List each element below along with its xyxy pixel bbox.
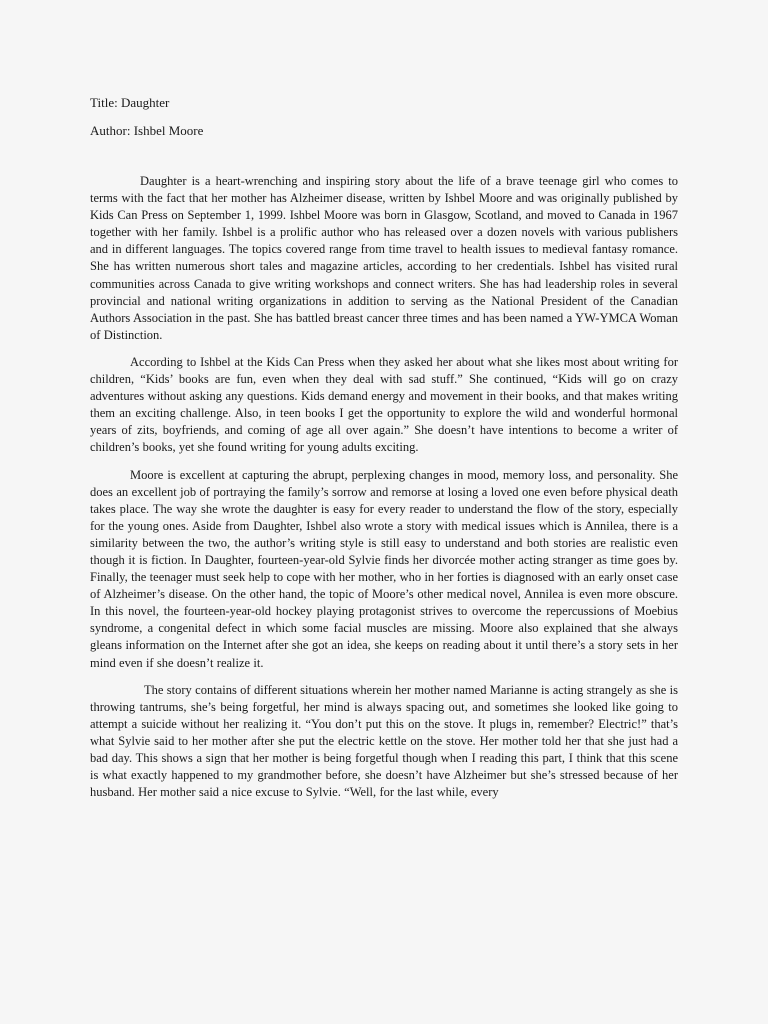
paragraph-author-quote: According to Ishbel at the Kids Can Press when they asked her about what she likes most about writing for children, “Kids’ books are fun, even when they deal with sad stuff.” She continued, “Kids will go on crazy adventures without asking any questions. Kids demand energy and movement in their books, and that makes writing them an exciting challenge. Also, in teen books I get the opportunity to explore the wild and wonderful hormonal years of zits, boyfriends, and coming of age all over again.” She doesn’t have intentions to become a writer of children’s books, yet she found writing for young adults exciting. [90,354,678,455]
paragraph-writing-style: Moore is excellent at capturing the abrupt, perplexing changes in mood, memory loss, and personality. She does an excellent job of portraying the family’s sorrow and remorse at losing a loved one even before physical death takes place. The way she wrote the daughter is easy for every reader to understand the flow of the story, especially for the young ones. Aside from Daughter, Ishbel also wrote a story with medical issues which is Annilea, there is a similarity between the two, the author’s writing style is still easy to understand and both stories are realistic even though it is fiction. In Daughter, fourteen-year-old Sylvie finds her divorcée mother acting stranger as time goes by. Finally, the teenager must seek help to cope with her mother, who in her forties is diagnosed with an early onset case of Alzheimer’s disease. On the other hand, the topic of Moore’s other medical novel, Annilea is even more obscure. In this novel, the fourteen-year-old hockey playing protagonist strives to overcome the repercussions of Moebius syndrome, a congenital defect in which some facial muscles are missing. Moore also explained that she always gleans information on the Internet after she got an idea, she keeps on reading about it until there’s a story sets in her mind even if she doesn’t realize it. [90,467,678,670]
document-body [90,173,678,801]
paragraph-intro: Daughter is a heart-wrenching and inspiring story about the life of a brave teenage girl who comes to terms with the fact that her mother has Alzheimer disease, written by Ishbel Moore and was originally published by Kids Can Press on September 1, 1999. Ishbel Moore was born in Glasgow, Scotland, and moved to Canada in 1967 together with her family. Ishbel is a prolific author who has released over a dozen novels with various publishers and in different languages. The topics covered range from time travel to health issues to medieval fantasy romance. She has written numerous short tales and magazine articles, according to her credentials. Ishbel has visited rural communities across Canada to give writing workshops and connect writers. She has had leadership roles in several provincial and national writing organizations in addition to serving as the National President of the Canadian Authors Association in the past. She has battled breast cancer three times and has been named a YW-YMCA Woman of Distinction. [90,174,678,342]
document-author: Author: Ishbel Moore [90,123,204,138]
paragraph-story-situations: The story contains of different situations wherein her mother named Marianne is acting strangely as she is throwing tantrums, she’s being forgetful, her mind is always spacing out, and sometimes she looked like going to attempt a suicide without her realizing it. “You don’t put this on the stove. It plugs in, remember? Electric!” that’s what Sylvie said to her mother after she put the electric kettle on the stove. Her mother told her that she just had a bad day. This shows a sign that her mother is being forgetful though when I reading this part, I think that this scene is what exactly happened to my grandmother before, she doesn’t have Alzheimer but she’s stressed because of her husband. Her mother said a nice excuse to Sylvie. “Well, for the last while, every [90,682,678,800]
document-title: Title: Daughter [90,95,170,110]
